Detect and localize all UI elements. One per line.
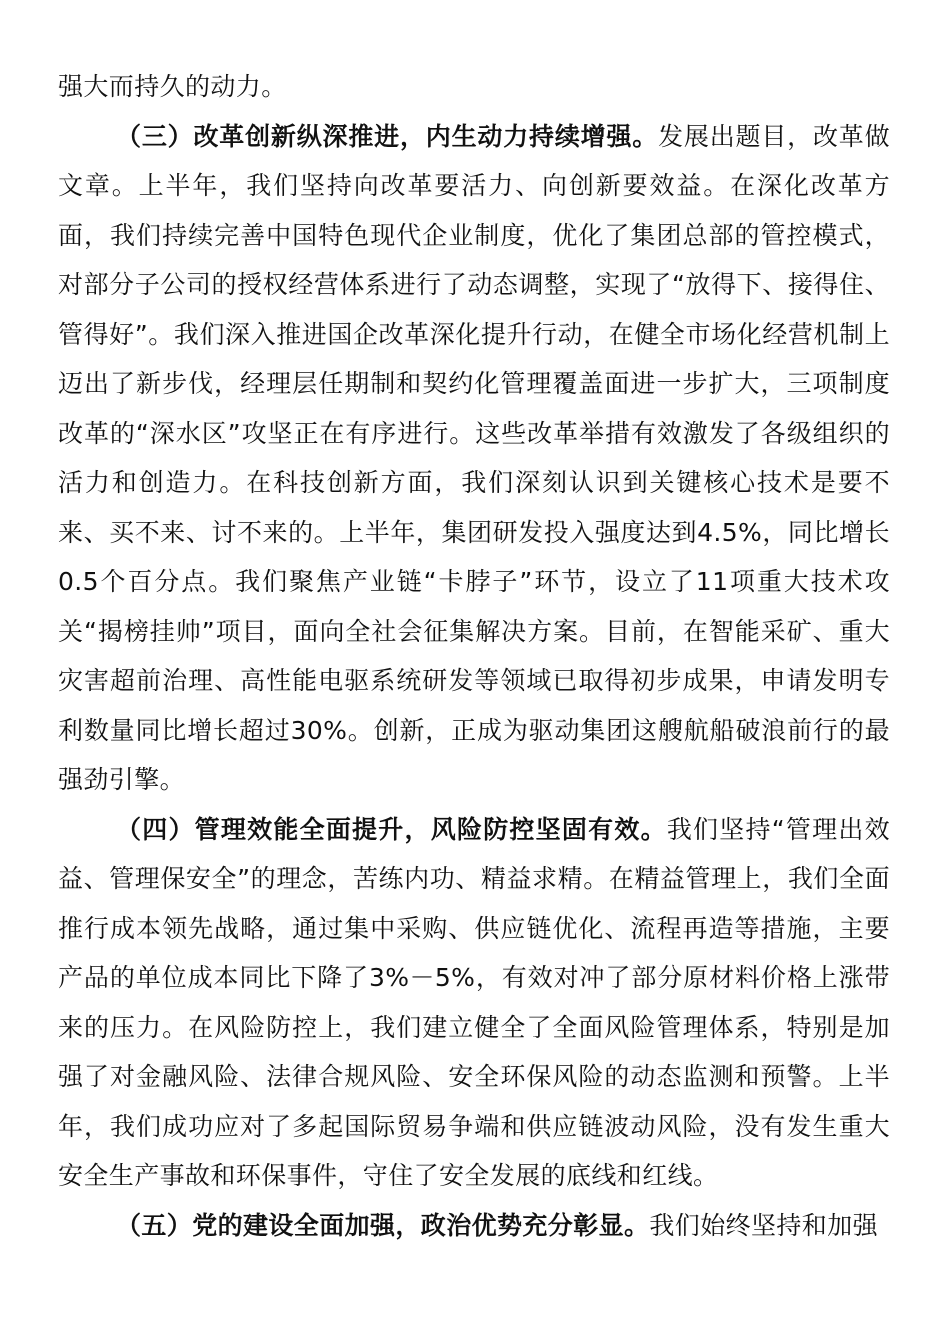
section-4-paragraph <box>58 805 890 1201</box>
section-5-paragraph <box>58 1201 890 1251</box>
document-page <box>58 62 890 1250</box>
section-3-body: 发展出题目，改革做文章。上半年，我们坚持向改革要活力、向创新要效益。在深化改革方面，我们持续完善中国特色现代企业制度，优化了集团总部的管控模式，对部分子公司的授权经营体系进行了动态调整，实现了“放得下、接得住、管得好”。我们深入推进国企改革深化提升行动，在健全市场化经营机制上迈出了新步伐，经理层任期制和契约化管理覆盖面进一步扩大，三项制度改革的“深水区”攻坚正在有序进行。这些改革举措有效激发了各级组织的活力和创造力。在科技创新方面，我们深刻认识到关键核心技术是要不来、买不来、讨不来的。上半年，集团研发投入强度达到4.5%，同比增长0.5个百分点。我们聚焦产业链“卡脖子”环节，设立了11项重大技术攻关“揭榜挂帅”项目，面向全社会征集解决方案。目前，在智能采矿、重大灾害超前治理、高性能电驱系统研发等领域已取得初步成果，申请发明专利数量同比增长超过30%。创新，正成为驱动集团这艘航船破浪前行的最强劲引擎。 <box>58 121 891 794</box>
section-5-body: 我们始终坚持和加强 <box>649 1210 879 1240</box>
section-4-heading: （四）管理效能全面提升，风险防控坚固有效。 <box>116 814 667 844</box>
continuation-paragraph <box>58 62 890 112</box>
continuation-text: 强大而持久的动力。 <box>58 72 287 101</box>
section-4-body: 我们坚持“管理出效益、管理保安全”的理念，苦练内功、精益求精。在精益管理上，我们全面推行成本领先战略，通过集中采购、供应链优化、流程再造等措施，主要产品的单位成本同比下降了3%－5%，有效对冲了部分原材料价格上涨带来的压力。在风险防控上，我们建立健全了全面风险管理体系，特别是加强了对金融风险、法律合规风险、安全环保风险的动态监测和预警。上半年，我们成功应对了多起国际贸易争端和供应链波动风险，没有发生重大安全生产事故和环保事件，守住了安全发展的底线和红线。 <box>58 814 890 1190</box>
section-3-paragraph <box>58 112 890 805</box>
section-3-heading: （三）改革创新纵深推进，内生动力持续增强。 <box>116 121 659 151</box>
section-5-heading: （五）党的建设全面加强，政治优势充分彰显。 <box>116 1210 650 1240</box>
